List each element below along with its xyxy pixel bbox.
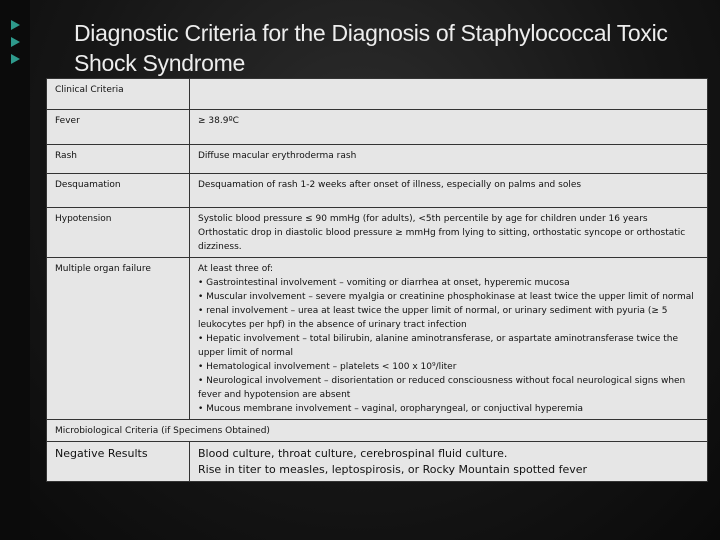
criteria-table [46,78,708,482]
micro-header-row [47,420,708,442]
row-label: Multiple organ failure [47,258,190,420]
table-row [47,442,708,482]
table-row [47,258,708,420]
micro-header-cell: Microbiological Criteria (if Specimens Obtained) [47,420,708,442]
row-value: At least three of: • Gastrointestinal involvement – vomiting or diarrhea at onset, hyperemic mucosa • Muscular involvement – severe myalgia or creatinine phosphokinase at least twice the upper limit of normal • renal involvement – urea at least twice the upper limit of normal, or urinary sediment with pyuria (≥ 5 leukocytes per hpf) in the absence of urinary tract infection • Hepatic involvement – total bilirubin, alanine aminotransferase, or aspartate aminotransferase twice the upper limit of normal • Hematological involvement – platelets < 100 x 10⁹/liter • Neurological involvement – disorientation or reduced consciousness without focal neurological signs when fever and hypotension are absent • Mucous membrane involvement – vaginal, oropharyngeal, or conjuctival hyperemia [190,258,708,420]
arrow-icon [11,37,20,47]
arrow-icon [11,54,20,64]
arrow-icon [11,20,20,30]
row-label: Fever [47,110,190,145]
table-row [47,208,708,258]
row-label: Desquamation [47,174,190,208]
row-label: Hypotension [47,208,190,258]
row-value: Diffuse macular erythroderma rash [190,145,708,174]
row-label: Negative Results [47,442,190,482]
table-row [47,145,708,174]
clinical-header-row [47,79,708,110]
clinical-header-empty [190,79,708,110]
slide-title: Diagnostic Criteria for the Diagnosis of Staphylococcal Toxic Shock Syndrome [74,20,668,76]
row-value: Systolic blood pressure ≤ 90 mmHg (for adults), <5th percentile by age for children under 16 years Orthostatic drop in diastolic blood pressure ≥ mmHg from lying to sitting, orthostatic syncope or orthostatic dizziness. [190,208,708,258]
row-label: Rash [47,145,190,174]
left-accent-bar [0,0,30,540]
row-value: Desquamation of rash 1-2 weeks after onset of illness, especially on palms and soles [190,174,708,208]
table-row [47,174,708,208]
clinical-header-cell: Clinical Criteria [47,79,190,110]
row-value: Blood culture, throat culture, cerebrospinal fluid culture. Rise in titer to measles, leptospirosis, or Rocky Mountain spotted fever [190,442,708,482]
table-row [47,110,708,145]
row-value: ≥ 38.9ºC [190,110,708,145]
